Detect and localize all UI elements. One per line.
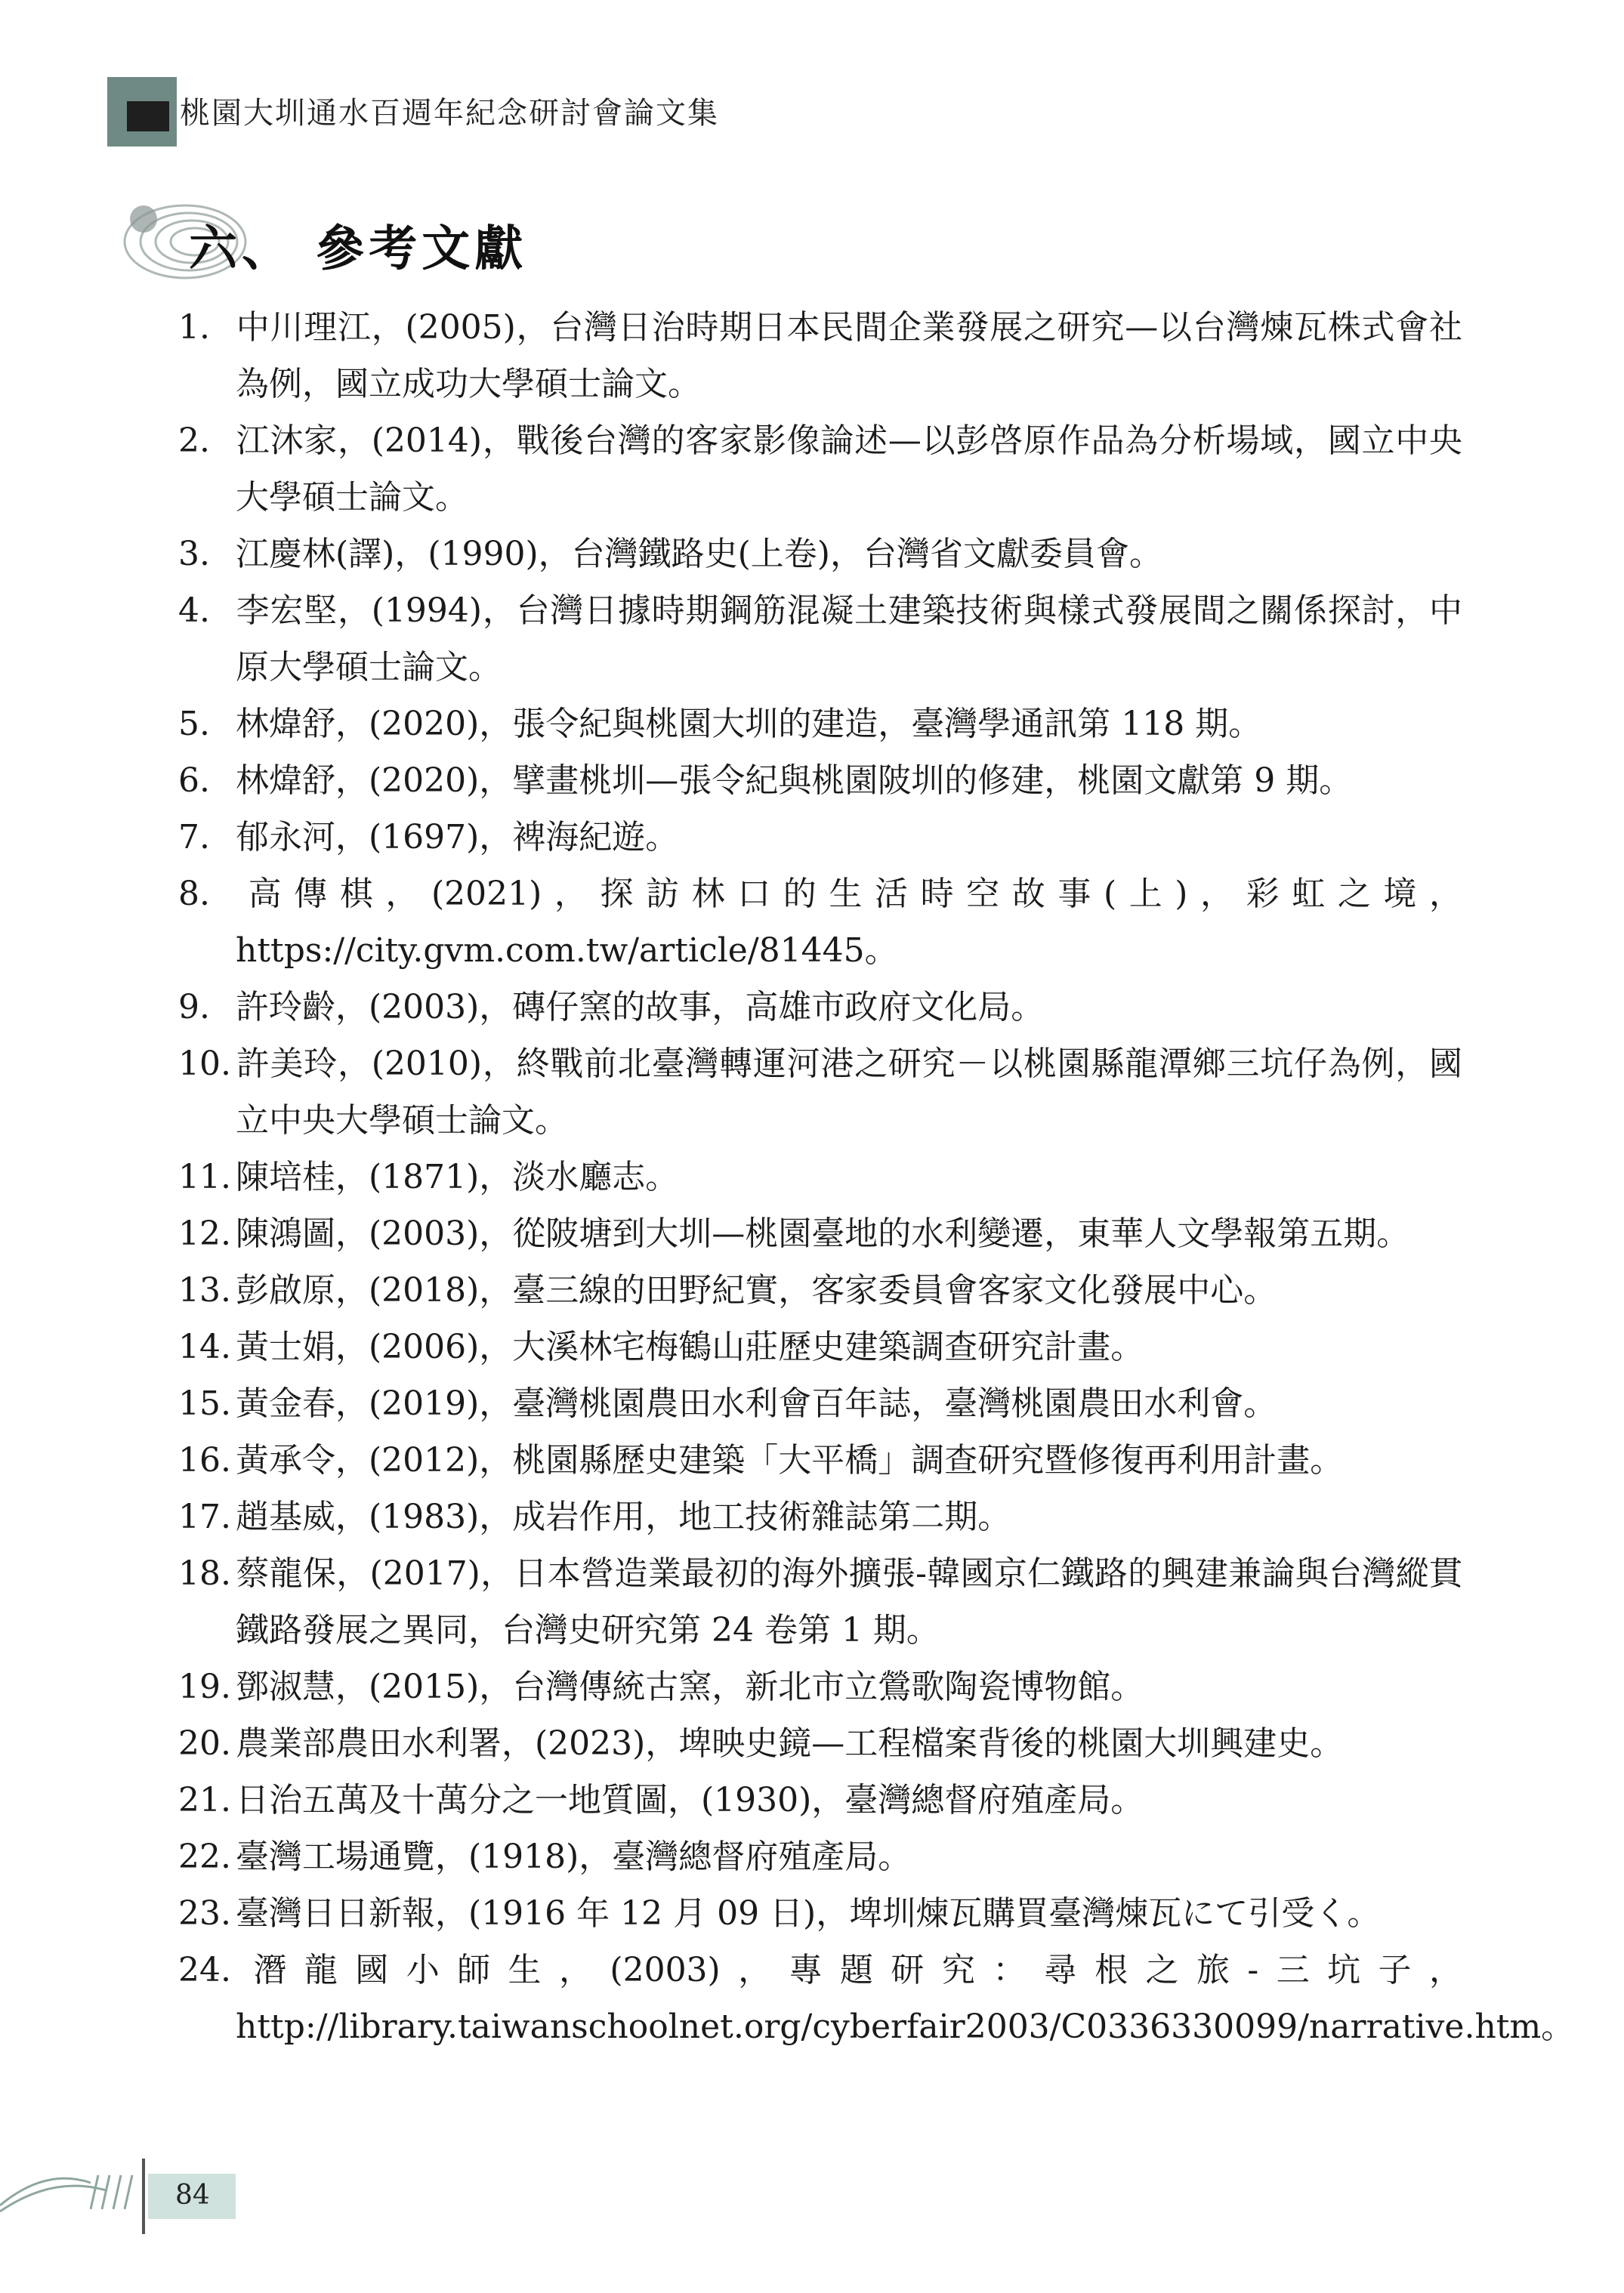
reference-number: 14. [178,1328,231,1366]
reference-text: 趙基威，(1983)，成岩作用，地工技術雜誌第二期。 [236,1498,1011,1536]
reference-text: 許美玲，(2010)，終戰前北臺灣轉運河港之研究－以桃園縣龍潭鄉三坑仔為例，國立中央大學碩士論文。 [236,1045,1462,1140]
reference-text: 高傳棋，(2021)，探訪林口的生活時空故事(上)，彩虹之境，https://city.gvm.com.tw/article/81445。 [236,875,1462,970]
reference-item [178,1375,1462,1432]
running-header-title: 桃園大圳通水百週年紀念研討會論文集 [180,96,719,131]
reference-text: 彭啟原，(2018)，臺三線的田野紀實，客家委員會客家文化發展中心。 [236,1271,1277,1310]
reference-item [178,299,1462,412]
header-decor-block-dark [127,101,169,131]
reference-text: 許玲齡，(2003)，磚仔窯的故事，高雄市政府文化局。 [236,988,1045,1026]
reference-item [178,412,1462,526]
reference-item [178,1149,1462,1205]
reference-number: 16. [178,1441,231,1480]
reference-text: 日治五萬及十萬分之一地質圖，(1930)，臺灣總督府殖產局。 [236,1781,1144,1819]
reference-number: 11. [178,1158,231,1196]
reference-number: 7. [178,818,210,856]
reference-number: 20. [178,1724,231,1763]
reference-text: 黃承令，(2012)，桃園縣歷史建築「大平橋」調查研究暨修復再利用計畫。 [236,1441,1344,1480]
reference-text: 臺灣工場通覽，(1918)，臺灣總督府殖產局。 [236,1838,912,1876]
reference-number: 12. [178,1214,231,1253]
reference-number: 19. [178,1668,231,1706]
reference-text: 郁永河，(1697)，裨海紀遊。 [236,818,679,856]
reference-text: 江慶林(譯)，(1990)，台灣鐵路史(上卷)，台灣省文獻委員會。 [236,535,1162,573]
reference-number: 9. [178,988,210,1026]
reference-text: 黃金春，(2019)，臺灣桃園農田水利會百年誌，臺灣桃園農田水利會。 [236,1384,1277,1423]
reference-text: 中川理江，(2005)，台灣日治時期日本民間企業發展之研究—以台灣煉瓦株式會社為例，國立成功大學碩士論文。 [236,308,1462,403]
reference-number: 17. [178,1498,231,1536]
reference-item [178,1319,1462,1375]
reference-item [178,979,1462,1035]
reference-number: 8. [178,875,210,913]
reference-text: 林煒舒，(2020)，擘畫桃圳—張令紀與桃園陂圳的修建，桃園文獻第 9 期。 [236,761,1353,800]
reference-text: 臺灣日日新報，(1916 年 12 月 09 日)，埤圳煉瓦購買臺灣煉瓦にて引受く。 [236,1894,1381,1933]
reference-number: 15. [178,1384,231,1423]
reference-item [178,1772,1462,1829]
footer-swirl-icon [0,2168,144,2213]
reference-item [178,1885,1462,1942]
reference-number: 1. [178,308,210,347]
reference-item [178,866,1462,979]
reference-number: 4. [178,591,210,630]
reference-number: 6. [178,761,210,800]
reference-text: 陳鴻圖，(2003)，從陂塘到大圳—桃園臺地的水利變遷，東華人文學報第五期。 [236,1214,1410,1253]
reference-item [178,809,1462,866]
reference-text: 農業部農田水利署，(2023)，埤映史鏡—工程檔案背後的桃園大圳興建史。 [236,1724,1344,1763]
page-number: 84 [175,2180,210,2211]
reference-number: 2. [178,421,210,460]
reference-item [178,696,1462,752]
reference-text: 陳培桂，(1871)，淡水廳志。 [236,1158,679,1196]
reference-number: 13. [178,1271,231,1310]
reference-item [178,1489,1462,1545]
reference-item [178,1829,1462,1885]
reference-number: 23. [178,1894,231,1933]
reference-item [178,752,1462,809]
reference-text: 鄧淑慧，(2015)，台灣傳統古窯，新北市立鶯歌陶瓷博物館。 [236,1668,1144,1706]
reference-number: 3. [178,535,210,573]
reference-text: 蔡龍保，(2017)，日本營造業最初的海外擴張-韓國京仁鐵路的興建兼論與台灣縱貫鐵路發展之異同，台灣史研究第 24 卷第 1 期。 [236,1554,1462,1650]
reference-text: 林煒舒，(2020)，張令紀與桃園大圳的建造，臺灣學通訊第 118 期。 [236,705,1262,743]
reference-text: 黃士娟，(2006)，大溪林宅梅鶴山莊歷史建築調查研究計畫。 [236,1328,1144,1366]
reference-list [178,299,1575,2055]
reference-item [178,1545,1462,1659]
footer-divider [142,2159,145,2234]
reference-number: 21. [178,1781,231,1819]
reference-number: 22. [178,1838,231,1876]
reference-item [178,1035,1462,1149]
section-title: 六、 參考文獻 [189,221,528,277]
reference-item [178,1432,1462,1489]
reference-number: 5. [178,705,210,743]
reference-text: 江沐家，(2014)，戰後台灣的客家影像論述—以彭啓原作品為分析場域，國立中央大學碩士論文。 [236,421,1462,517]
reference-item [178,1262,1462,1319]
reference-item [178,582,1462,696]
reference-item [178,1659,1462,1715]
reference-text: 李宏堅，(1994)，台灣日據時期鋼筋混凝土建築技術與樣式發展間之關係探討，中原大學碩士論文。 [236,591,1462,687]
reference-item [178,1205,1462,1262]
reference-item [178,1942,1575,2055]
reference-number: 10. [178,1045,231,1083]
reference-number: 24. [178,1951,231,1989]
reference-item [178,1715,1462,1772]
reference-item [178,526,1462,582]
reference-number: 18. [178,1554,231,1593]
reference-text: 潛龍國小師生，(2003)，專題研究：尋根之旅-三坑子，http://library.taiwanschoolnet.org/cyberfair2003/C0336330099/narrative.htm。 [236,1951,1575,2046]
